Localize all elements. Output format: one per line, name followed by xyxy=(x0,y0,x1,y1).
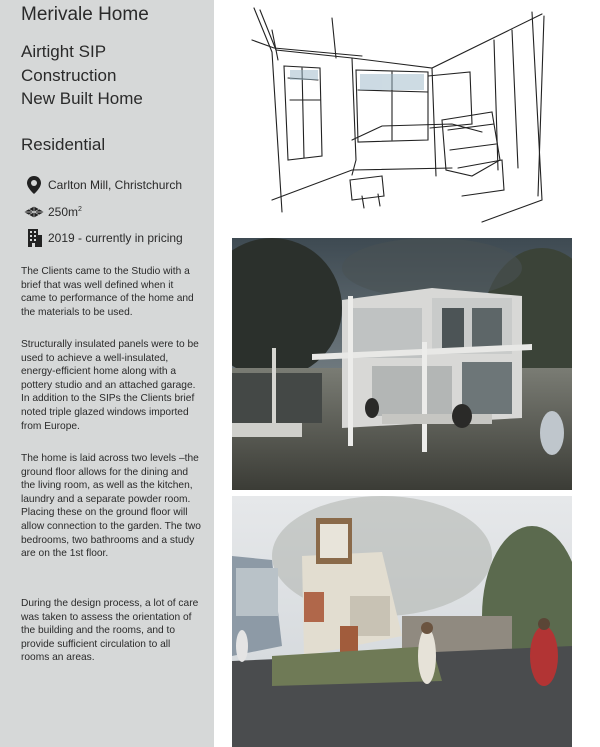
description-paragraph: The home is laid across two levels –the ground floor allows for the dining and the living room, as well as the kitchen, laundry and a separate powder room. Placing these on the ground floor will allow connection to the garden. The two bedrooms, two bathrooms and a study are on the 1st floor. xyxy=(21,453,201,560)
subtitle-line: Airtight SIP xyxy=(21,42,107,61)
area-value: 250m xyxy=(48,205,79,219)
status-text: 2019 - currently in pricing xyxy=(48,231,183,245)
info-sidebar xyxy=(0,0,214,747)
location-row xyxy=(24,176,182,194)
project-title: Merivale Home xyxy=(21,4,149,25)
street-render-image xyxy=(232,496,572,747)
description-paragraph: Structurally insulated panels were to be used to achieve a well-insulated, energy-efficient home along with a pottery studio and an attached garage. In addition to the SIPs the Clients brief noted triple glazed windows imported from Europe. xyxy=(21,339,199,432)
floor-area-icon xyxy=(24,203,44,221)
area-text xyxy=(48,205,82,219)
garden-render-image xyxy=(232,238,572,490)
project-category: Residential xyxy=(21,135,106,154)
building-icon xyxy=(24,229,44,247)
subtitle-line: Construction xyxy=(21,65,117,85)
subtitle-line: New Built Home xyxy=(21,89,143,108)
description-paragraph: The Clients came to the Studio with a brief that was well defined when it came to performance of the home and the materials to be used. xyxy=(21,266,194,318)
description-paragraph: During the design process, a lot of care was taken to assess the orientation of the building and the rooms, and to provide sufficient circulation to all rooms an areas. xyxy=(21,598,199,664)
interior-sketch-image xyxy=(232,0,572,228)
area-unit-superscript: 2 xyxy=(78,206,82,213)
map-pin-icon xyxy=(24,176,44,194)
status-row xyxy=(24,229,183,247)
project-subtitle xyxy=(21,40,143,111)
area-row xyxy=(24,203,82,221)
location-text: Carlton Mill, Christchurch xyxy=(48,178,183,192)
